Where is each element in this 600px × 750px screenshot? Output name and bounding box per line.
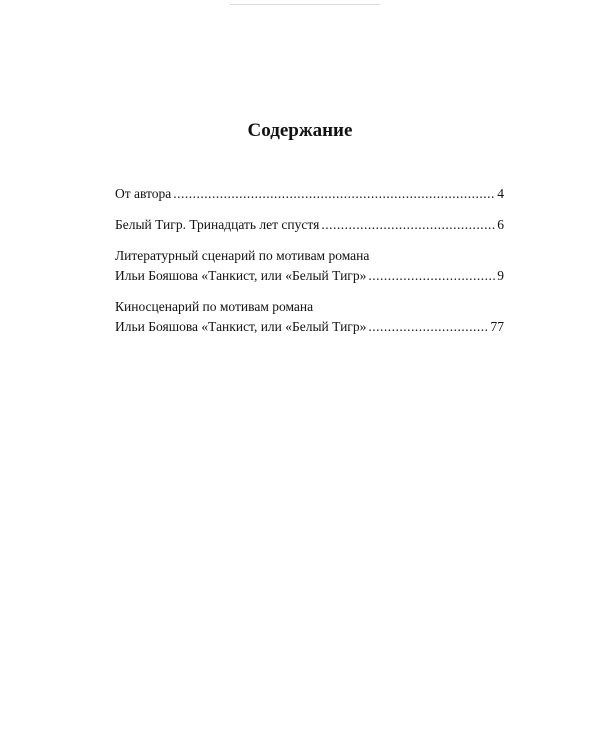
toc-leader-dots: [173, 184, 495, 204]
toc-entry-white-tiger-13-years[interactable]: [115, 215, 504, 235]
toc-row: [115, 184, 504, 204]
toc-entry-from-author[interactable]: [115, 184, 504, 204]
toc-row: [115, 317, 504, 337]
toc-entry-title: Ильи Бояшова «Танкист, или «Белый Тигр»: [115, 268, 367, 283]
toc-entry-title-line: Литературный сценарий по мотивам романа: [115, 248, 370, 263]
scan-artifact: [230, 4, 380, 5]
toc-entry-film-script[interactable]: [115, 297, 504, 337]
toc-entry-title: Белый Тигр. Тринадцать лет спустя: [115, 217, 320, 232]
toc-page-number: 6: [497, 217, 504, 232]
toc-entry-title: Ильи Бояшова «Танкист, или «Белый Тигр»: [115, 319, 367, 334]
toc-leader-dots: [321, 215, 495, 235]
toc-entry-title-line: Киносценарий по мотивам романа: [115, 299, 314, 314]
table-of-contents: [115, 184, 504, 337]
toc-entry-literary-script[interactable]: [115, 246, 504, 286]
toc-row: [115, 215, 504, 235]
toc-entry-title: От автора: [115, 186, 172, 201]
page-title: Содержание: [247, 120, 353, 141]
toc-page-number: 9: [497, 268, 504, 283]
toc-page-number: 77: [490, 319, 504, 334]
toc-page-number: 4: [497, 186, 504, 201]
toc-leader-dots: [368, 317, 488, 337]
toc-leader-dots: [368, 266, 495, 286]
toc-row: [115, 266, 504, 286]
